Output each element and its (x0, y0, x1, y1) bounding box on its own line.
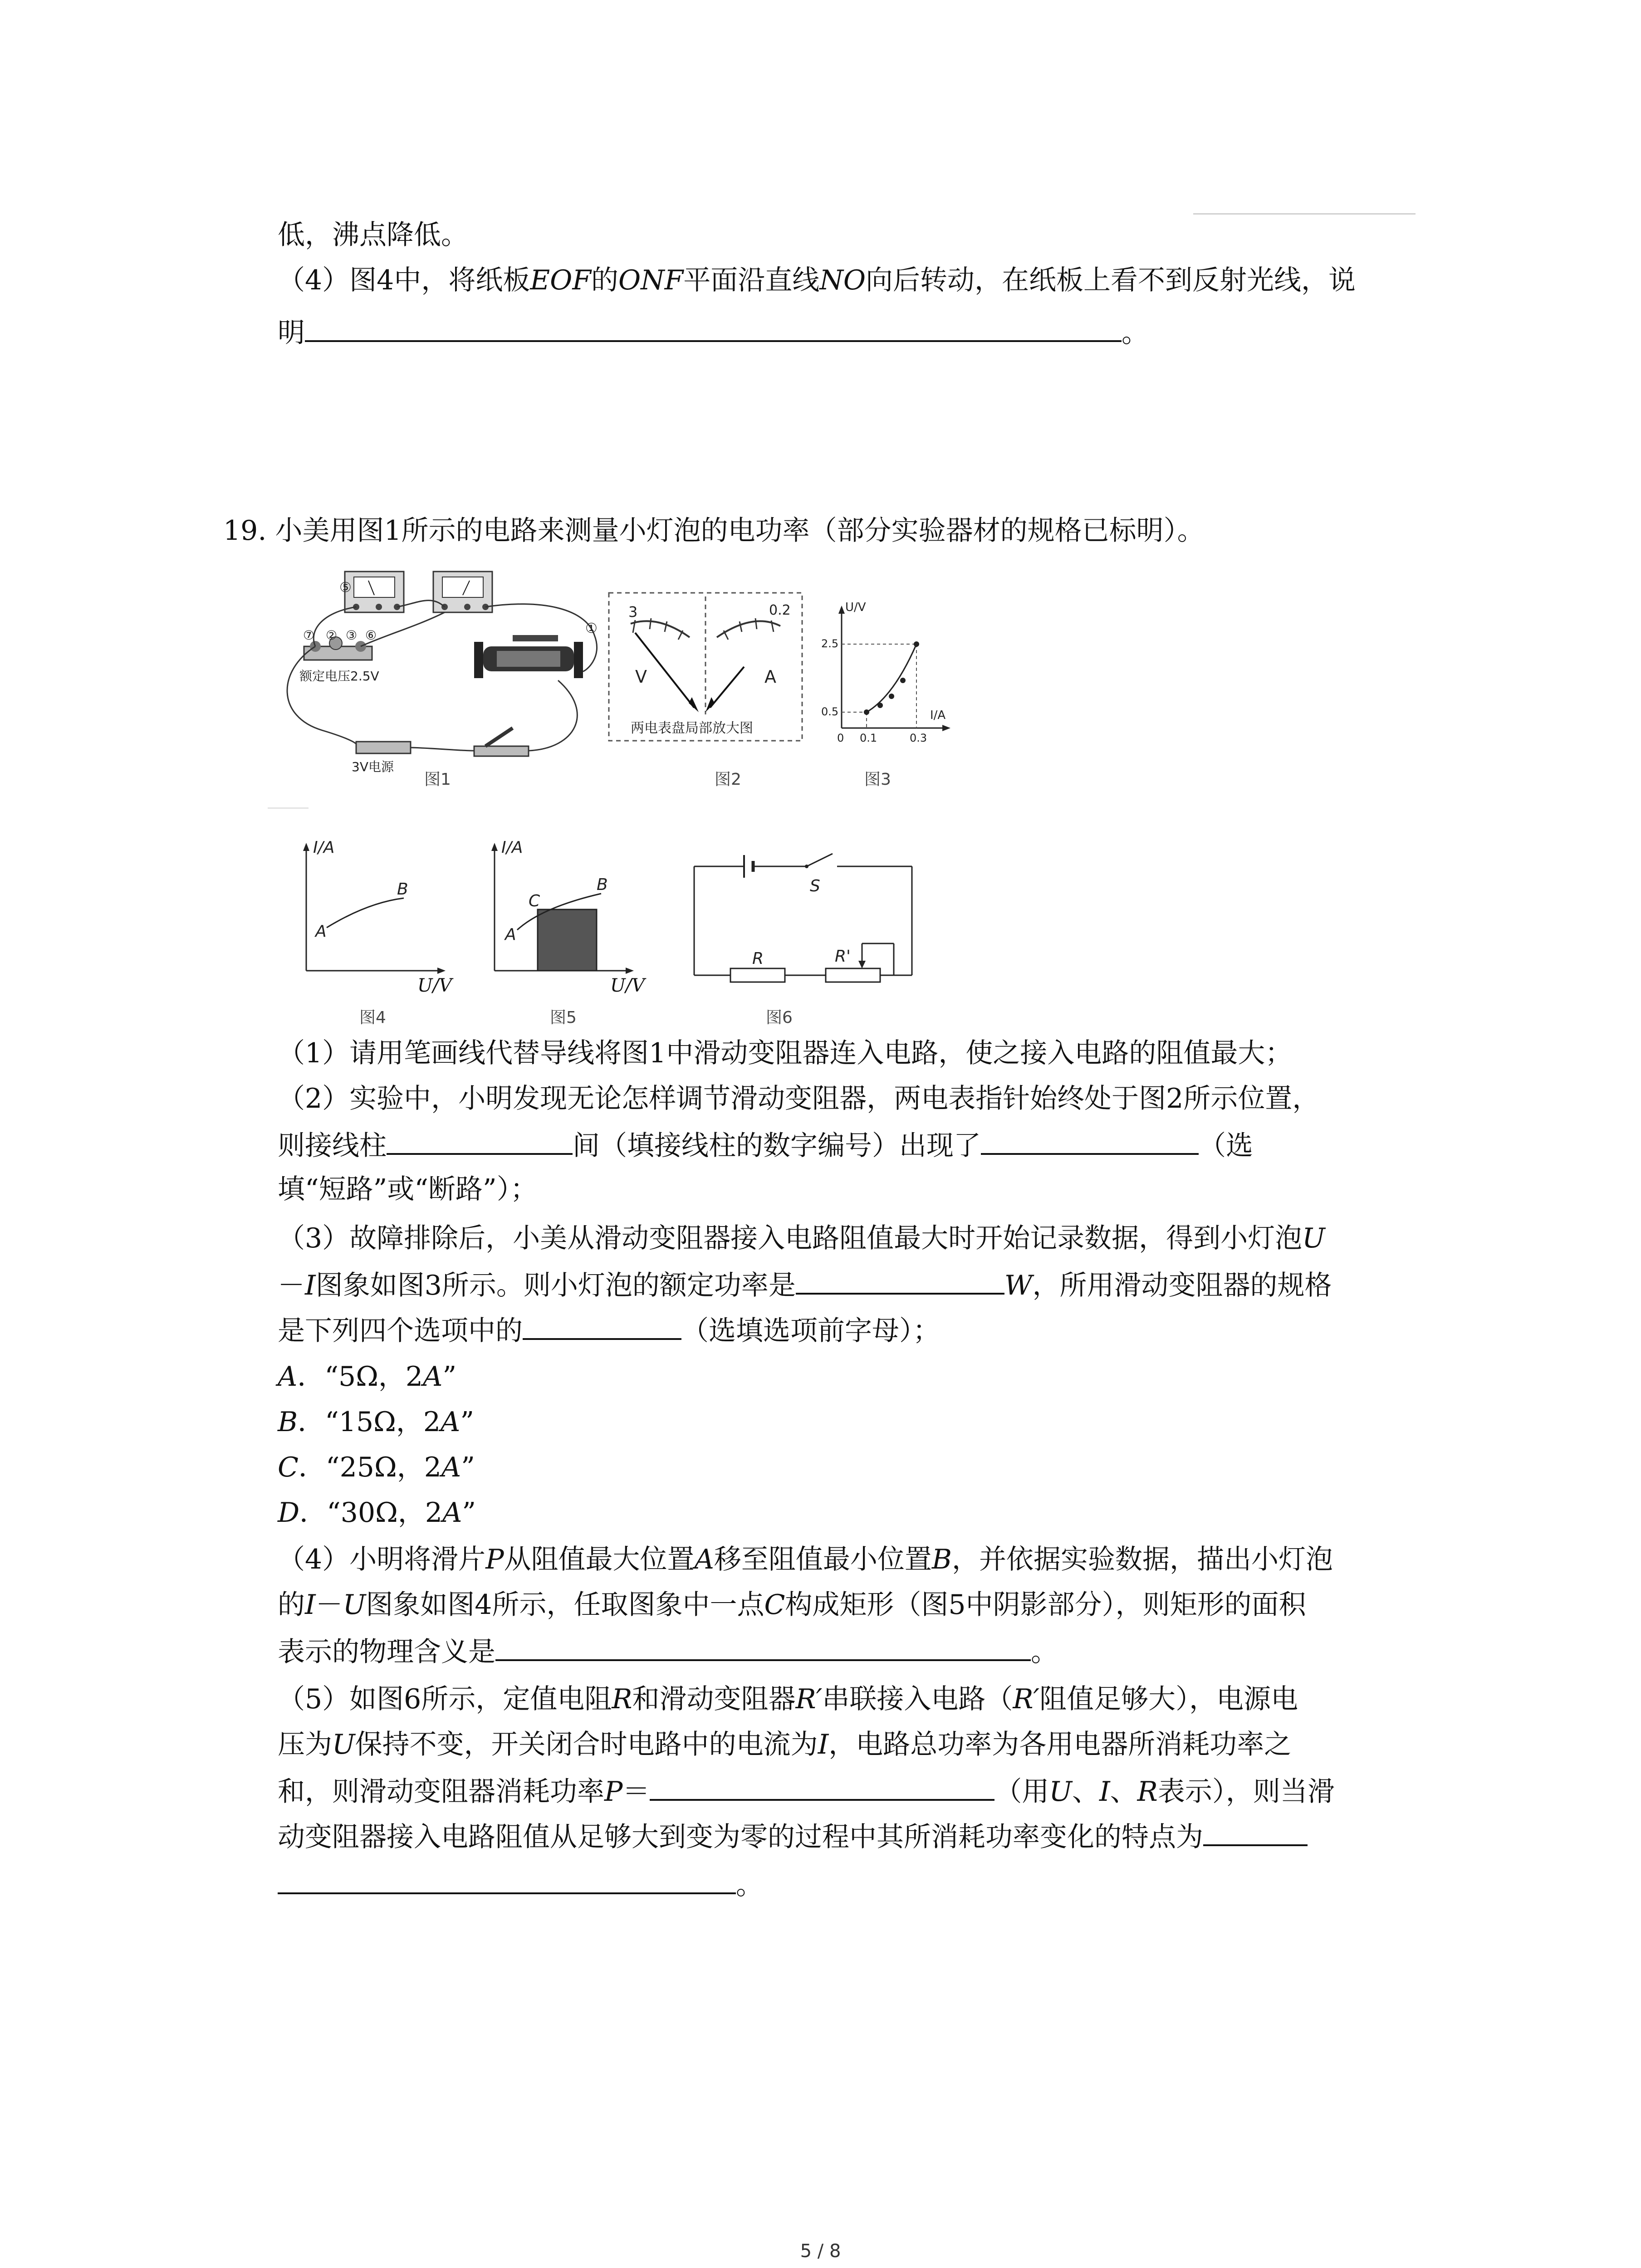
figure-6-circuit (685, 848, 921, 989)
figure-4-caption: 图4 (359, 1008, 386, 1027)
option-b: B．“15Ω，2A” (278, 1406, 475, 1438)
sub-question-2-line3: 填“短路”或“断路”）； (278, 1173, 538, 1205)
fig3-y-axis-label: U/V (845, 601, 866, 614)
fig4-x-axis-label: U/V (417, 975, 452, 996)
page-number: 5 / 8 (800, 2241, 841, 2262)
continuation-line: 低，沸点降低。 (278, 219, 468, 251)
sub-question-5-line2: 压为U保持不变，开关闭合时电路中的电流为I，电路总功率为各用电器所消耗功率之 (278, 1729, 1292, 1760)
sub-question-5-line3: 和，则滑动变阻器消耗功率P＝ （用U、I、R表示），则当滑 (278, 1772, 1335, 1810)
fig6-resistor-label: R (752, 949, 764, 968)
terminal-label: ② (326, 628, 338, 643)
option-c: C．“25Ω，2A” (278, 1452, 475, 1483)
terminal-label: ⑤ (339, 580, 352, 596)
sub-question-3-line3: 是下列四个选项中的 （选填选项前字母）； (278, 1311, 940, 1349)
sub-question-3-line1: （3）故障排除后，小美从滑动变阻器接入电路阻值最大时开始记录数据，得到小灯泡U (278, 1222, 1325, 1254)
fig4-y-axis-label: I/A (313, 839, 335, 857)
answer-blank[interactable] (523, 1311, 681, 1340)
sub-question-2-line1: （2）实验中，小明发现无论怎样调节滑动变阻器，两电表指针始终处于图2所示位置， (278, 1083, 1320, 1114)
answer-blank[interactable] (650, 1772, 994, 1801)
fig5-point-c: C (529, 892, 540, 910)
figure-2-caption: 图2 (715, 770, 741, 789)
figure-2-meters (608, 592, 803, 742)
figure-5-caption: 图5 (550, 1008, 577, 1027)
power-source-label: 3V电源 (352, 759, 394, 774)
answer-blank[interactable] (1203, 1817, 1308, 1846)
sub-question-2-line2: 则接线柱 间（填接线柱的数字编号）出现了 （选 (278, 1126, 1253, 1164)
fig5-point-a: A (505, 925, 516, 944)
rated-voltage-label: 额定电压2.5V (299, 669, 379, 684)
fig3-y-tick: 0.5 (821, 705, 839, 718)
answer-blank[interactable] (387, 1126, 573, 1155)
question-19-stem: 19. 小美用图1所示的电路来测量小灯泡的电功率（部分实验器材的规格已标明）。 (223, 515, 1205, 547)
figure-1-caption: 图1 (424, 770, 451, 789)
figure-6-caption: 图6 (766, 1008, 793, 1027)
sub-question-1: （1）请用笔画线代替导线将图1中滑动变阻器连入电路，使之接入电路的阻值最大； (278, 1037, 1293, 1069)
figure-separator (268, 807, 309, 809)
sub-question-5-line5: 。 (278, 1865, 763, 1903)
sub-question-4-line3: 表示的物理含义是 。 (278, 1632, 1058, 1670)
option-a: A．“5Ω，2A” (278, 1361, 457, 1393)
fig4-point-b: B (397, 880, 408, 899)
answer-blank[interactable] (305, 313, 1122, 342)
fig6-switch-label: S (810, 877, 820, 895)
figure-1-circuit (268, 567, 612, 794)
fig6-rheostat-label: R' (835, 947, 851, 966)
sub-question-5-line1: （5）如图6所示，定值电阻R和滑动变阻器R′串联接入电路（R′阻值足够大），电源电 (278, 1683, 1298, 1715)
terminal-label: ① (585, 621, 598, 636)
sub-question-4-line2: 的I－U图象如图4所示，任取图象中一点C构成矩形（图5中阴影部分），则矩形的面积 (278, 1589, 1306, 1621)
a-symbol: A (764, 667, 776, 687)
option-d: D．“30Ω，2A” (278, 1497, 476, 1529)
fig3-x-axis-label: I/A (930, 709, 946, 722)
q4-line2: 明 。 (278, 313, 1149, 351)
terminal-label: ③ (346, 628, 358, 643)
fig3-x-tick: 0 (837, 732, 844, 744)
figure-5-graph (474, 839, 637, 984)
fig3-x-tick: 0.1 (860, 732, 877, 744)
answer-blank[interactable] (981, 1126, 1199, 1155)
figure-3-caption: 图3 (864, 770, 891, 789)
a-scale-top: 0.2 (769, 602, 791, 618)
sub-question-3-line2: －I图象如图3所示。则小灯泡的额定功率是 W，所用滑动变阻器的规格 (278, 1266, 1332, 1304)
figure-4-graph (286, 839, 449, 984)
answer-blank[interactable] (796, 1266, 1004, 1295)
sub-question-4-line1: （4）小明将滑片P从阻值最大位置A移至阻值最小位置B，并依据实验数据，描出小灯泡 (278, 1544, 1333, 1575)
sub-question-5-line4: 动变阻器接入电路阻值从足够大到变为零的过程中其所消耗功率变化的特点为 (278, 1817, 1308, 1855)
q4-line1: （4）图4中，将纸板EOF的ONF平面沿直线NO向后转动，在纸板上看不到反射光线，说 (278, 264, 1356, 296)
terminal-label: ⑦ (303, 628, 315, 643)
terminal-label: ⑥ (365, 628, 377, 643)
fig5-x-axis-label: U/V (610, 975, 645, 996)
meters-note: 两电表盘局部放大图 (631, 720, 753, 736)
fig3-y-tick: 2.5 (821, 637, 839, 650)
answer-blank[interactable] (495, 1632, 1031, 1661)
figure-3-graph (819, 596, 955, 746)
fig5-y-axis-label: I/A (501, 839, 523, 857)
fig5-point-b: B (597, 875, 608, 894)
answer-blank[interactable] (278, 1865, 736, 1894)
fig4-point-a: A (315, 922, 327, 941)
fig3-x-tick: 0.3 (910, 732, 927, 744)
v-scale-top: 3 (628, 603, 638, 621)
header-rule (1193, 213, 1416, 215)
v-symbol: V (635, 667, 647, 687)
